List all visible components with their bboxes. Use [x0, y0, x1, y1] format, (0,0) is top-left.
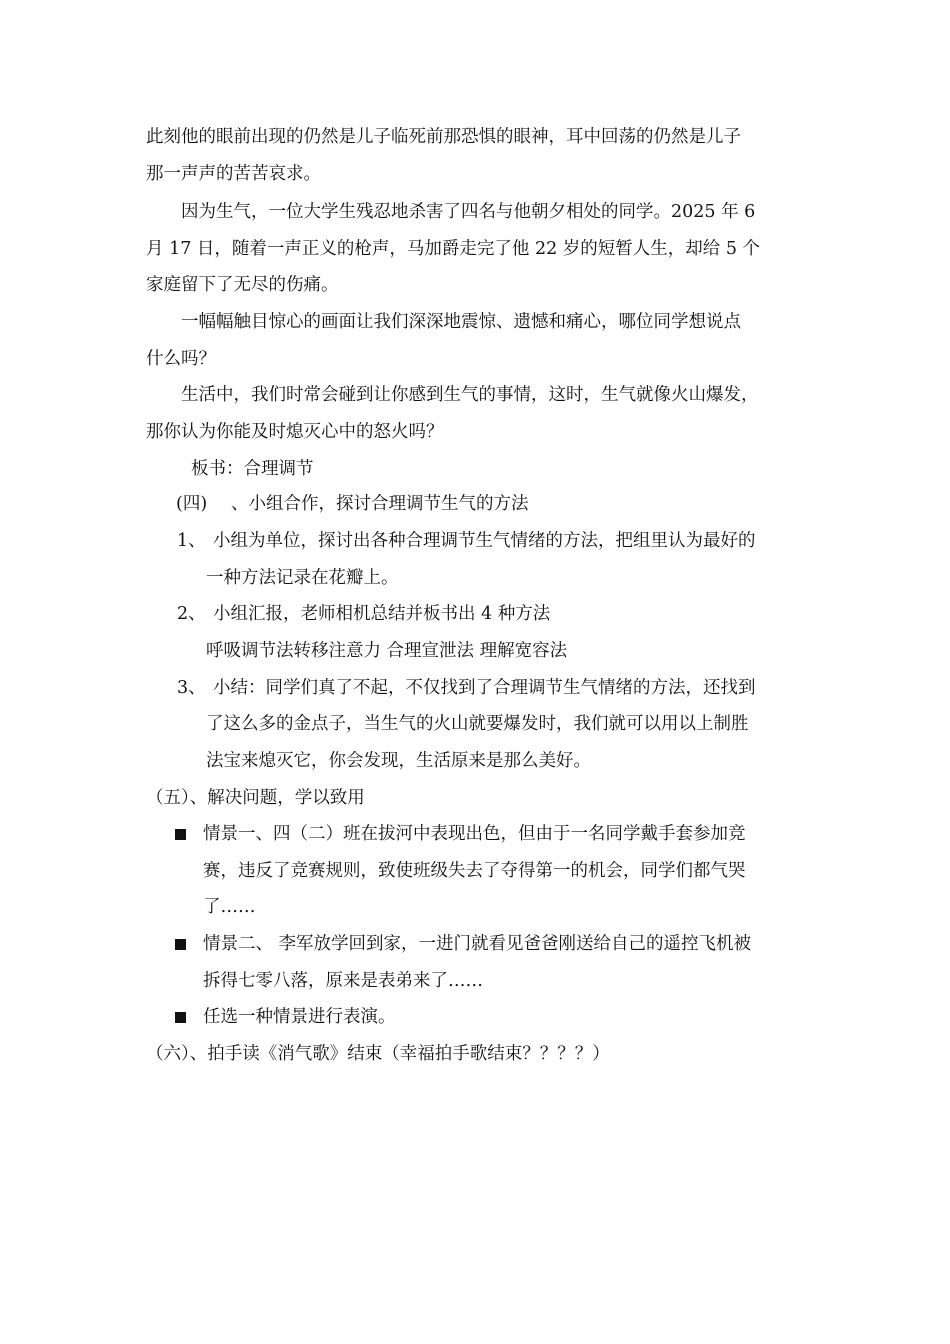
- section-6-title: （六）、拍手读《消气歌》结束（幸福拍手歌结束？？？？）: [146, 1044, 610, 1064]
- section-4-item-2-line-2: 呼吸调节法转移注意力 合理宣泄法 理解宽容法: [206, 641, 568, 661]
- paragraph-2-line-1: 因为生气，一位大学生残忍地杀害了四名与他朝夕相处的同学。2025 年 6: [181, 202, 756, 222]
- board-note: 板书：合理调节: [191, 459, 314, 479]
- section-4-title: 、小组合作，探讨合理调节生气的方法: [231, 494, 529, 514]
- section-5-bullet-1-line-2: 赛，违反了竞赛规则，致使班级失去了夺得第一的机会，同学们都气哭: [203, 861, 746, 881]
- paragraph-3-line-1: 一幅幅触目惊心的画面让我们深深地震惊、遗憾和痛心，哪位同学想说点: [181, 312, 741, 332]
- section-4-item-3-line-2: 了这么多的金点子，当生气的火山就要爆发时，我们就可以用以上制胜: [206, 714, 749, 734]
- section-4-item-3-line-3: 法宝来熄灭它，你会发现，生活原来是那么美好。: [206, 751, 591, 771]
- section-5-bullet-3-line-1: 任选一种情景进行表演。: [203, 1007, 396, 1027]
- paragraph-1-line-2: 那一声声的苦苦哀求。: [146, 164, 321, 184]
- paragraph-4-line-2: 那你认为你能及时熄灭心中的怒火吗？: [146, 422, 444, 442]
- section-5-bullet-1-line-1: 情景一、四（二）班在拔河中表现出色，但由于一名同学戴手套参加竞: [203, 824, 746, 844]
- square-bullet-icon: [175, 829, 186, 840]
- paragraph-2-line-2: 月 17 日，随着一声正义的枪声，马加爵走完了他 22 岁的短暂人生，却给 5 个: [146, 239, 761, 259]
- paragraph-2-line-3: 家庭留下了无尽的伤痛。: [146, 275, 339, 295]
- paragraph-4-line-1: 生活中，我们时常会碰到让你感到生气的事情，这时，生气就像火山爆发，: [181, 385, 759, 405]
- paragraph-1-line-1: 此刻他的眼前出现的仍然是儿子临死前那恐惧的眼神，耳中回荡的仍然是儿子: [146, 127, 741, 147]
- square-bullet-icon: [175, 1012, 186, 1023]
- section-4-item-1-line-2: 一种方法记录在花瓣上。: [206, 568, 399, 588]
- section-4-item-1-number: 1、: [177, 531, 206, 551]
- square-bullet-icon: [175, 939, 186, 950]
- section-4-item-1-line-1: 小组为单位，探讨出各种合理调节生气情绪的方法，把组里认为最好的: [213, 531, 756, 551]
- section-4-item-2-line-1: 小组汇报，老师相机总结并板书出 4 种方法: [213, 604, 551, 624]
- section-4-marker: (四): [176, 494, 208, 514]
- section-5-bullet-1-line-3: 了……: [203, 897, 256, 917]
- paragraph-3-line-2: 什么吗？: [146, 349, 216, 369]
- section-5-bullet-2-line-1: 情景二、 李军放学回到家，一进门就看见爸爸刚送给自己的遥控飞机被: [203, 934, 752, 954]
- section-4-item-3-number: 3、: [177, 678, 206, 698]
- section-4-item-2-number: 2、: [177, 604, 206, 624]
- section-4-item-3-line-1: 小结：同学们真了不起，不仅找到了合理调节生气情绪的方法，还找到: [213, 678, 756, 698]
- section-5-bullet-2-line-2: 拆得七零八落，原来是表弟来了……: [203, 971, 483, 991]
- section-5-title: （五）、解决问题，学以致用: [146, 788, 365, 808]
